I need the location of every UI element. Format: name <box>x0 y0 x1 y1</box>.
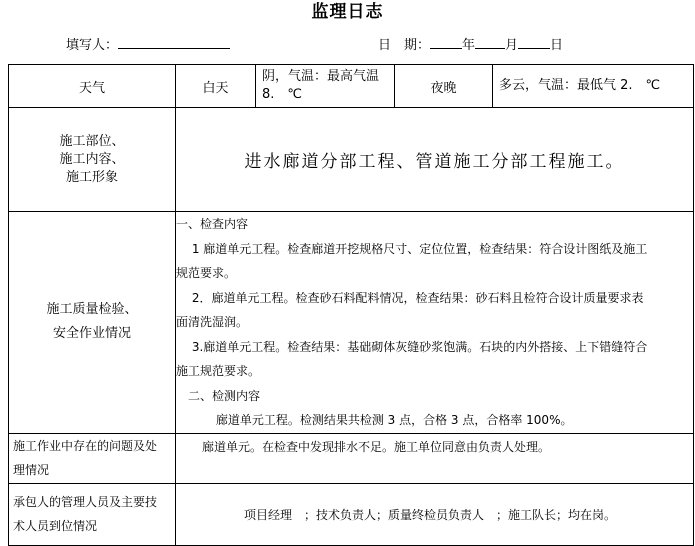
quality-row <box>9 212 694 434</box>
supervision-log-table <box>8 64 694 546</box>
quality-label <box>9 212 176 434</box>
quality-label-line: 安全作业情况 <box>52 326 131 342</box>
problems-label <box>9 433 176 483</box>
construction-content: 进水廊道分部工程、管道施工分部工程施工。 <box>176 108 694 212</box>
day-label-cell: 白天 <box>176 65 256 108</box>
night-label-cell: 夜晚 <box>395 65 493 108</box>
staff-label-line: 术人员到位情况 <box>13 519 98 533</box>
month-field[interactable] <box>475 34 505 49</box>
construction-label-line: 施工部位、 <box>59 133 125 149</box>
weather-label: 天气 <box>9 65 176 108</box>
filler-row <box>66 34 230 56</box>
construction-label-line: 施工形象 <box>65 169 118 185</box>
quality-line: 1 廊道单元工程。检查廊道开挖规格尺寸、定位位置，检查结果：符合设计图纸及施工 <box>176 241 648 256</box>
day-weather-value <box>256 65 395 108</box>
problems-row <box>9 433 694 483</box>
construction-row <box>9 108 694 212</box>
day-weather-line2: 8. ℃ <box>262 87 303 102</box>
filler-field[interactable] <box>118 34 230 49</box>
staff-label <box>9 483 176 545</box>
day-weather-line1: 阴，气温：最高气温 <box>262 69 380 84</box>
date-label: 日 期： <box>378 38 431 53</box>
problems-content: 廊道单元。在检查中发现排水不足。施工单位同意由负责人处理。 <box>176 433 694 483</box>
year-field[interactable] <box>430 34 462 49</box>
staff-label-line: 承包人的管理人员及主要技 <box>13 495 158 509</box>
quality-line: 二、检测内容 <box>176 388 261 403</box>
quality-line: 廊道单元工程。检测结果共检测 3 点，合格 3 点，合格率 100%。 <box>176 413 573 427</box>
month-label: 月 <box>505 38 519 53</box>
construction-label-line: 施工内容、 <box>59 151 125 167</box>
staff-row <box>9 483 694 545</box>
year-label: 年 <box>462 38 476 53</box>
quality-line: 施工规范要求。 <box>176 364 261 378</box>
date-row <box>378 34 563 56</box>
quality-line: 3.廊道单元工程。检查结果：基础砌体灰缝砂浆饱满。石块的内外搭接、上下错缝符合 <box>176 339 648 354</box>
quality-content <box>176 212 694 434</box>
construction-label <box>9 108 176 212</box>
page-title: 监理日志 <box>311 2 384 22</box>
problems-label-line: 理情况 <box>13 463 50 477</box>
quality-line: 2．廊道单元工程。检查砂石料配料情况，检查结果：砂石料且检符合设计质量要求表 <box>176 290 644 305</box>
day-label: 日 <box>550 38 564 53</box>
quality-label-line: 施工质量检验、 <box>46 302 138 318</box>
filler-label: 填写人： <box>66 38 119 53</box>
weather-row <box>9 65 694 108</box>
quality-line: 一、检查内容 <box>176 217 249 231</box>
staff-content: 项目经理 ；技术负责人；质量终检员负责人 ；施工队长；均在岗。 <box>176 483 694 545</box>
day-field[interactable] <box>518 34 550 49</box>
quality-line: 面清洗湿润。 <box>176 315 249 329</box>
night-weather-value: 多云，气温：最低气 2. ℃ <box>493 65 694 108</box>
problems-label-line: 施工作业中存在的问题及处 <box>13 439 158 453</box>
quality-line: 规范要求。 <box>176 266 237 280</box>
